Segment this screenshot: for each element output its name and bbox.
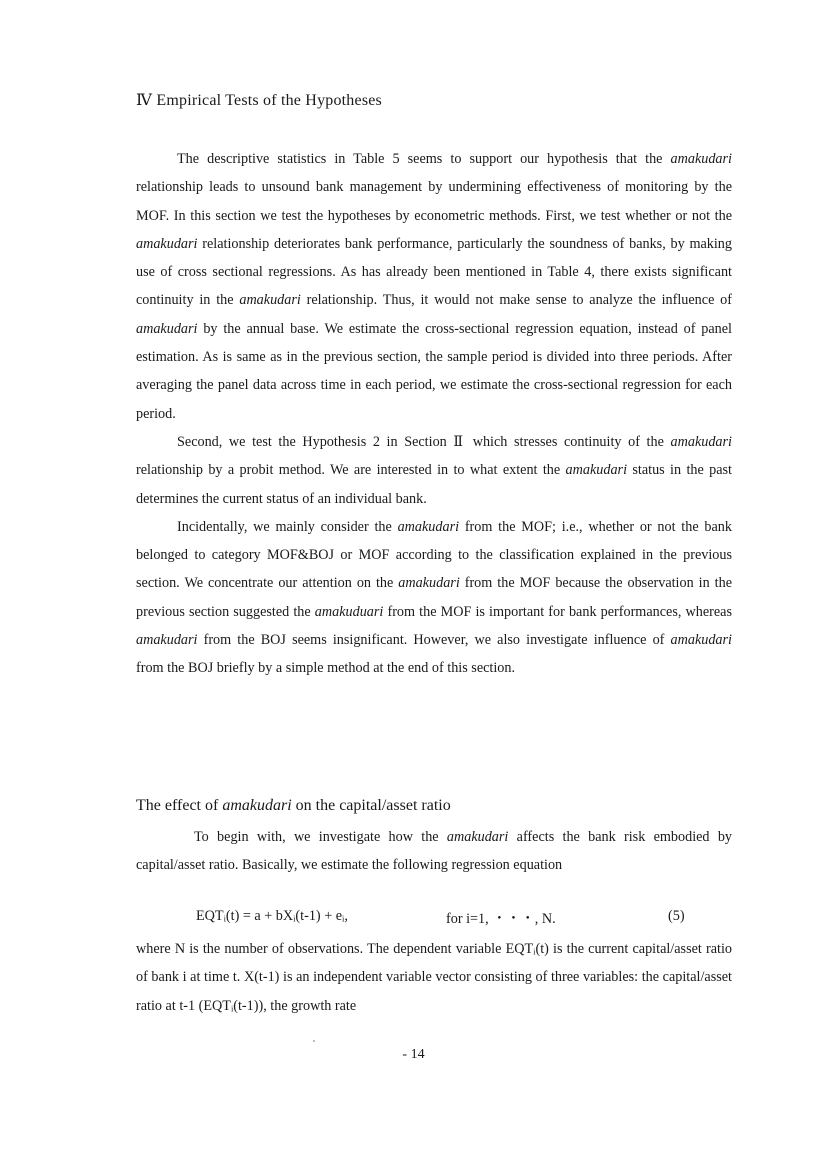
italic-term: amakudari [136, 235, 198, 252]
italic-term: amakudari [670, 433, 732, 450]
italic-term: amakudari [239, 292, 301, 309]
equation-condition: for i=1, ・・・, N. [446, 911, 556, 927]
italic-term: amakudari [670, 151, 732, 167]
scan-speck [313, 1040, 315, 1042]
italic-term: amakudari [136, 320, 198, 337]
post-equation-body [136, 935, 732, 1020]
paragraph-3: Incidentally, we mainly consider the amakudari from the MOF; i.e., whether or not the bank belonged to category MOF&BOJ or MOF according to the classification explained in the previous section. We concentrate our attention on the amakudari from the MOF because the observation in the previous section suggested the amakuduari from the MOF is important for bank performances, whereas amakudari from the BOJ seems insignificant. However, we also investigate influence of amakudari from the BOJ briefly by a simple method at the end of this section. [136, 518, 732, 677]
italic-term: amakudari [397, 518, 460, 535]
subsection-title: The effect of amakudari on the capital/asset ratio [136, 797, 451, 814]
section-title: Ⅳ Empirical Tests of the Hypotheses [136, 92, 382, 109]
paragraph-1: The descriptive statistics in Table 5 seems to support our hypothesis that the amakudari relationship leads to unsound bank management by undermining effectiveness of monitoring by the MOF. In this section we test the hypotheses by econometric methods. First, we test whether or not the amakudari relationship deteriorates bank performance, particularly the soundness of banks, by making use of cross sectional regressions. As has already been mentioned in Table 4, there exists significant continuity in the amakudari relationship. Thus, it would not make sense to analyze the influence of amakudari by the annual base. We estimate the cross-sectional regression equation, instead of panel estimation. As is same as in the previous section, the sample period is divided into three periods. After averaging the panel data across time in each period, we estimate the cross-sectional regression for each period. [136, 151, 732, 422]
body-text [136, 145, 732, 683]
equation-5 [196, 908, 732, 934]
italic-term: amakudari [222, 797, 292, 814]
subsection-body [136, 823, 732, 880]
page-number: - 14 [402, 1047, 425, 1062]
italic-term: amakudari [446, 829, 509, 845]
italic-term: amakudari [398, 575, 460, 592]
post-equation-paragraph: where N is the number of observations. The dependent variable EQTᵢ(t) is the current capital/asset ratio of bank i at time t. X(t-1) is an independent variable vector consisting of three variables: the capital/asset ratio at t-1 (EQTᵢ(t-1)), the growth rate [136, 941, 732, 1014]
subsection-paragraph: To begin with, we investigate how the amakudari affects the bank risk embodied by capital/asset ratio. Basically, we estimate the following regression equation [136, 829, 733, 874]
paragraph-2: Second, we test the Hypothesis 2 in Section Ⅱ which stresses continuity of the amakudari relationship by a probit method. We are interested in to what extent the amakudari status in the past determines the current status of an individual bank. [136, 433, 732, 507]
italic-term: amakudari [670, 632, 732, 649]
italic-term: amakudari [565, 462, 628, 479]
italic-term: amakudari [136, 632, 198, 649]
equation-number: (5) [668, 908, 685, 924]
italic-term: amakuduari [314, 603, 384, 620]
equation-formula: EQTᵢ(t) = a + bXᵢ(t-1) + eᵢ, [196, 908, 348, 924]
